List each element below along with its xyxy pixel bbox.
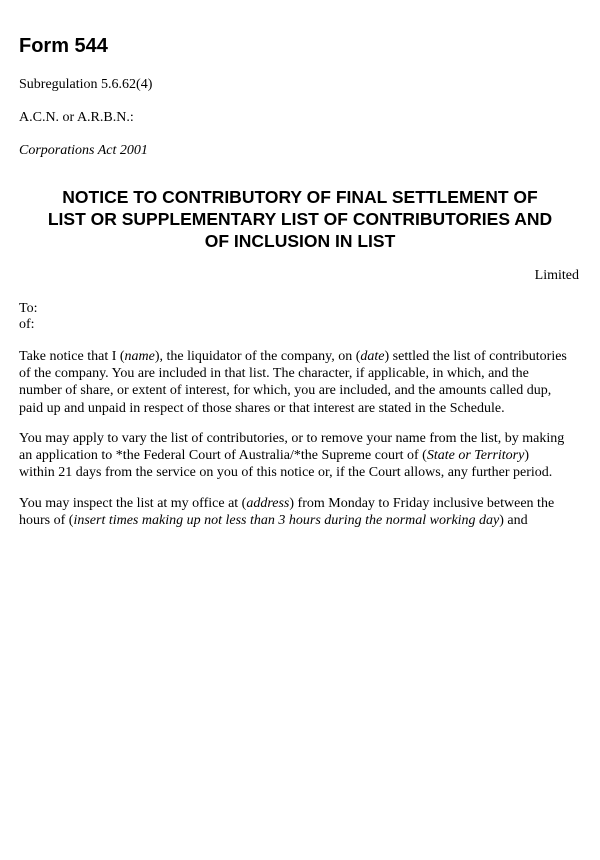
date-placeholder: date	[360, 349, 385, 364]
variation-application-paragraph	[19, 430, 583, 482]
paragraph-line: You may apply to vary the list of contributories, or to remove your name from the list, by making	[19, 431, 565, 446]
notice-heading	[19, 186, 581, 252]
text-segment: ), the liquidator of the company, on (	[154, 349, 361, 364]
address-placeholder: address	[246, 496, 290, 511]
notice-heading-line-2: LIST OR SUPPLEMENTARY LIST OF CONTRIBUTORIES AND	[47, 209, 553, 229]
name-placeholder: name	[124, 349, 155, 364]
acn-arbn-label: A.C.N. or A.R.B.N.:	[19, 110, 134, 125]
form-number-title: Form 544	[19, 35, 108, 57]
text-segment: ) from Monday to Friday inclusive between the	[289, 496, 555, 511]
paragraph-line: within 21 days from the service on you of this notice or, if the Court allows, any further period.	[19, 465, 553, 481]
paragraph-line: number of share, or extent of interest, for which, you are included, and the amounts called dup,	[19, 383, 552, 399]
notice-heading-line-1: NOTICE TO CONTRIBUTORY OF FINAL SETTLEMENT OF	[62, 187, 538, 207]
company-name-suffix: Limited	[534, 268, 579, 283]
paragraph-line	[19, 495, 583, 512]
text-segment: Take notice that I (	[19, 349, 125, 364]
text-segment: ) settled the list of contributories	[384, 349, 567, 364]
text-segment: hours of (	[19, 513, 74, 529]
paragraph-line: of the company. You are included in that list. The character, if applicable, in which, and the	[19, 366, 529, 382]
state-territory-placeholder: State or Territory	[426, 448, 525, 464]
act-reference: Corporations Act 2001	[19, 143, 148, 158]
of-label: of:	[19, 317, 35, 332]
to-label: To:	[19, 301, 38, 316]
paragraph-line	[19, 512, 583, 529]
text-segment: an application to *the Federal Court of Australia/*the Supreme court of (	[19, 448, 427, 464]
paragraph-line: paid up and unpaid in respect of those shares or that interest are stated in the Schedule.	[19, 400, 505, 416]
settlement-notice-paragraph	[19, 348, 583, 417]
inspection-paragraph	[19, 495, 583, 529]
times-placeholder: insert times making up not less than 3 hours during the normal working day	[73, 513, 500, 529]
paragraph-line	[19, 348, 583, 365]
subregulation-reference: Subregulation 5.6.62(4)	[19, 77, 153, 92]
text-segment: You may inspect the list at my office at (	[19, 496, 247, 511]
notice-heading-line-3: OF INCLUSION IN LIST	[204, 231, 396, 251]
paragraph-line	[19, 447, 583, 464]
text-segment: )	[524, 448, 530, 464]
text-segment: ) and	[499, 513, 528, 529]
